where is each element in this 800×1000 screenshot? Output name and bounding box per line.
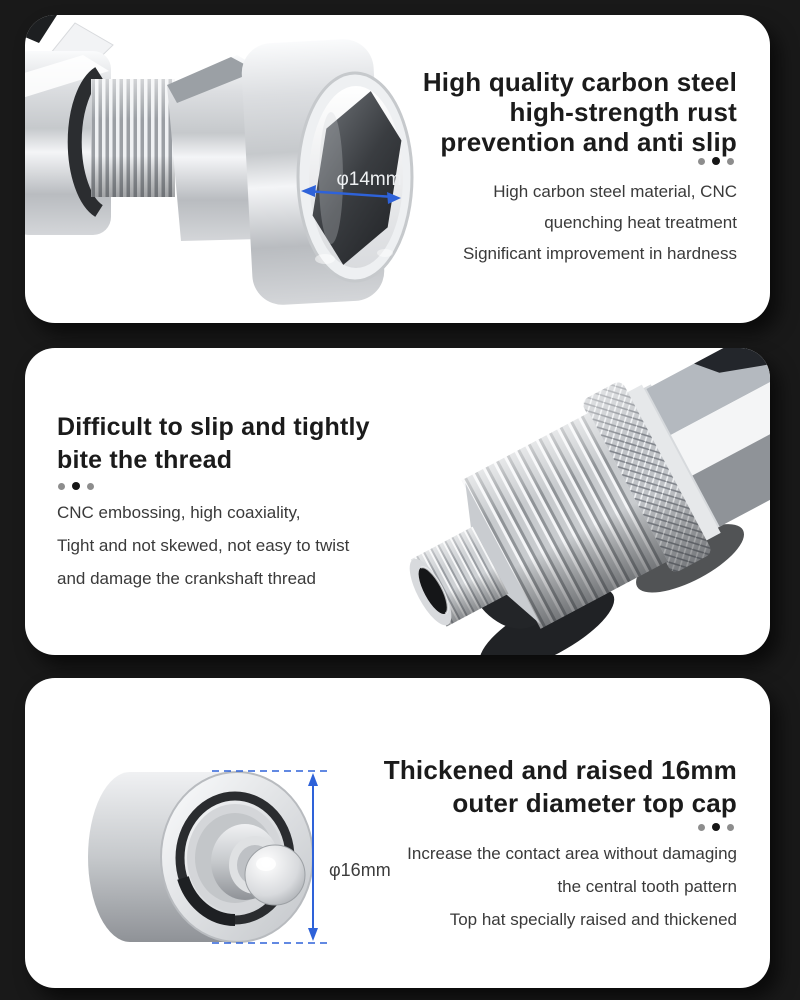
card-title-line: High quality carbon steel [422,67,737,97]
bullet-text: the central tooth pattern [557,877,737,896]
feature-card-carbon-steel [25,15,770,323]
feature-card-thread-grip [25,348,770,655]
card-title [57,411,370,477]
dots-separator-icon [698,157,734,165]
card-title-line: Thickened and raised 16mm [383,755,737,785]
feature-card-top-cap [25,678,770,988]
dots-separator-icon [698,823,734,831]
card-title [423,67,737,157]
dot-icon [712,157,720,165]
dot-icon [72,482,80,490]
diameter-label-14mm: φ14mm [336,169,402,190]
bullet-text: Increase the contact area without damaging [407,844,737,863]
bullet-text: quenching heat treatment [544,213,737,232]
bullet-text: Significant improvement in hardness [462,244,737,263]
card-title-line: Difficult to slip and tightly [57,413,370,441]
bullet-text: High carbon steel material, CNC [493,182,737,201]
dot-icon [698,158,705,165]
card-title-line: prevention and anti slip [440,127,737,157]
top-cap-illustration [25,678,395,988]
bullet-text: and damage the crankshaft thread [57,569,316,588]
bullet-text: CNC embossing, high coaxiality, [57,503,301,522]
bullet-text: Top hat specially raised and thickened [449,910,737,929]
dot-icon [727,158,734,165]
dot-icon [58,483,65,490]
card-title-line: high-strength rust [509,97,737,127]
card-bullets [463,183,737,276]
card-bullets [407,845,737,944]
card-bullets [57,504,349,603]
card-title-line: outer diameter top cap [452,788,737,818]
card-title-line: bite the thread [57,446,233,474]
card-title [384,754,737,820]
dots-separator-icon [58,482,94,490]
dot-icon [727,824,734,831]
hex-socket-illustration [25,15,445,323]
diameter-label-16mm: φ16mm [329,860,391,880]
product-photo-threaded-puller [395,348,770,655]
product-photo-hex-socket-tool [25,15,445,323]
threaded-puller-illustration [395,348,770,655]
bullet-text: Tight and not skewed, not easy to twist [57,536,350,555]
dot-icon [87,483,94,490]
dot-icon [712,823,720,831]
product-photo-top-cap [25,678,395,988]
dot-icon [698,824,705,831]
